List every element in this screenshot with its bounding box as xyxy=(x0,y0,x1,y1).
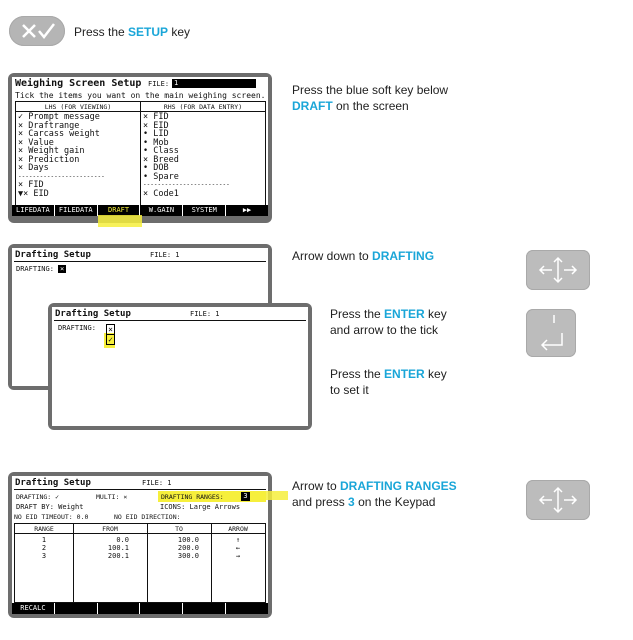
page-title: Drafting Setup xyxy=(15,250,91,260)
drafting-value[interactable]: DRAFTING: ✓ xyxy=(16,493,60,501)
subtitle: Tick the items you want on the main weighing screen. xyxy=(15,91,266,100)
drafting-screen-2-frame xyxy=(48,303,312,430)
instruction-text: to set it xyxy=(330,383,369,397)
lhs-list xyxy=(18,113,138,198)
table-row[interactable] xyxy=(15,536,265,544)
file-input[interactable]: 1 xyxy=(172,79,256,88)
arrow-keys[interactable] xyxy=(526,480,590,520)
draft-key-label: DRAFT xyxy=(292,99,333,113)
list-item[interactable]: × FID xyxy=(143,112,169,122)
enter-key-label: ENTER xyxy=(384,367,425,381)
instruction-text: Press the xyxy=(330,367,385,381)
cell-from: 200.1 xyxy=(107,552,129,560)
ranges-label: DRAFTING RANGES: xyxy=(161,493,224,501)
instruction-text: and press xyxy=(292,495,349,509)
cell-arrow: ← xyxy=(235,544,241,552)
instruction-text xyxy=(292,98,448,114)
arrow-keys[interactable] xyxy=(526,250,590,290)
drafting-checkbox[interactable]: × xyxy=(60,265,65,273)
drafting-screen-2-lcd xyxy=(52,307,308,426)
drafting-label: DRAFTING: xyxy=(58,324,96,332)
draft-by-value[interactable]: DRAFT BY: Weight xyxy=(16,503,84,511)
instruction-text: Press the xyxy=(330,307,385,321)
instruction-text: key xyxy=(424,367,447,381)
softkey-wgain[interactable]: W.GAIN xyxy=(140,205,183,216)
setup-key-label: SETUP xyxy=(128,25,169,39)
file-label: FILE: 1 xyxy=(150,251,180,259)
softkey-draft[interactable]: DRAFT xyxy=(98,205,141,216)
drafting-row xyxy=(16,265,66,274)
softkey-recalc[interactable]: RECALC xyxy=(12,603,55,614)
cell-to: 200.0 xyxy=(177,544,199,552)
instruction-text xyxy=(330,366,447,382)
column-header-to: TO xyxy=(175,525,183,533)
icons-value[interactable]: ICONS: Large Arrows xyxy=(160,503,241,511)
option-tick[interactable]: ✓ xyxy=(106,335,115,345)
page-title: Weighing Screen Setup xyxy=(15,78,142,89)
instruction-text xyxy=(292,494,457,510)
no-eid-timeout[interactable]: NO EID TIMEOUT: 0.0 xyxy=(14,513,89,521)
cross-tick-icon xyxy=(9,16,65,46)
arrow-keys-icon xyxy=(526,480,590,520)
table-row[interactable] xyxy=(15,552,265,560)
enter-key[interactable] xyxy=(526,309,576,357)
instruction-text: key xyxy=(424,307,447,321)
columns-box xyxy=(15,101,266,206)
weighing-screen-frame xyxy=(8,73,272,223)
list-item[interactable]: • DOB xyxy=(143,163,169,173)
instruction-enter-1 xyxy=(330,306,447,338)
instruction-drafting xyxy=(292,248,434,264)
cell-from: 0.0 xyxy=(116,536,129,544)
column-header-range: RANGE xyxy=(34,525,54,533)
cell-arrow: → xyxy=(235,552,241,560)
instruction-setup xyxy=(74,24,190,40)
keypad-number: 3 xyxy=(348,495,355,509)
list-item[interactable]: × Carcass weight xyxy=(18,129,100,139)
table-row[interactable] xyxy=(15,544,265,552)
ranges-table xyxy=(14,523,266,603)
drafting-label: DRAFTING: xyxy=(16,265,54,273)
softkey-lifedata[interactable]: LIFEDATA xyxy=(12,205,55,216)
cell-to: 100.0 xyxy=(177,536,199,544)
ranges-highlight-tail xyxy=(266,491,288,500)
list-item[interactable]: × Code1 xyxy=(143,188,179,199)
cell-to: 300.0 xyxy=(177,552,199,560)
page-title: Drafting Setup xyxy=(55,309,131,319)
list-item[interactable]: • Spare xyxy=(143,171,179,182)
cell-range: 1 xyxy=(41,536,47,544)
instruction-ranges xyxy=(292,478,457,510)
table-header-divider xyxy=(15,533,265,534)
cell-from: 100.1 xyxy=(107,544,129,552)
instruction-text: Arrow down to xyxy=(292,249,373,263)
file-label: FILE: 1 xyxy=(190,310,220,318)
enter-key-label: ENTER xyxy=(384,307,425,321)
multi-value[interactable]: MULTI: × xyxy=(96,493,128,501)
instruction-draft xyxy=(292,82,448,114)
ranges-title-row xyxy=(14,477,266,490)
cell-arrow: ↑ xyxy=(235,536,241,544)
page-title: Drafting Setup xyxy=(15,478,91,488)
lhs-header: LHS (FOR VIEWING) xyxy=(44,103,112,111)
instruction-text: on the screen xyxy=(332,99,409,113)
softkey-blank[interactable] xyxy=(55,603,98,614)
ranges-key-label: DRAFTING RANGES xyxy=(340,479,457,493)
instruction-enter-2 xyxy=(330,366,447,398)
column-header-arrow: ARROW xyxy=(228,525,248,533)
weighing-screen-lcd xyxy=(12,77,268,216)
rhs-list xyxy=(143,113,263,198)
instruction-text: Press the blue soft key below xyxy=(292,83,449,97)
list-item[interactable]: × Prediction xyxy=(18,154,80,165)
list-item[interactable]: × EID xyxy=(143,120,169,131)
arrow-keys-icon xyxy=(526,250,590,290)
instruction-text: on the Keypad xyxy=(354,495,436,509)
list-item[interactable]: × Value xyxy=(18,137,54,148)
list-item[interactable]: • Class xyxy=(143,146,179,156)
rhs-header: RHS (FOR DATA ENTRY) xyxy=(163,103,243,111)
list-divider: ------------------------ xyxy=(143,181,230,188)
list-item[interactable]: × Breed xyxy=(143,154,179,165)
list-item[interactable]: × Weight gain xyxy=(18,146,85,156)
softkey-blank[interactable] xyxy=(226,603,268,614)
option-cross[interactable]: × xyxy=(106,324,115,335)
file-label: FILE: xyxy=(148,80,170,88)
softkey-filedata[interactable]: FILEDATA xyxy=(55,205,98,216)
drafting-key-label: DRAFTING xyxy=(372,249,435,263)
cell-range: 2 xyxy=(41,544,47,552)
weighing-title-row xyxy=(14,78,266,90)
softkey-blank[interactable] xyxy=(98,603,141,614)
softkey-blank[interactable] xyxy=(140,603,183,614)
list-item[interactable]: • Mob xyxy=(143,137,169,148)
list-item[interactable]: ✓ Prompt message xyxy=(18,112,100,122)
instruction-text: Arrow to xyxy=(292,479,341,493)
list-divider: ------------------------ xyxy=(18,172,105,180)
list-item[interactable]: • LID xyxy=(143,129,169,139)
instruction-text xyxy=(292,478,457,494)
drafting-title-row xyxy=(54,308,306,321)
list-item[interactable]: × FID xyxy=(18,180,44,190)
drafting-options xyxy=(106,324,115,345)
setup-key[interactable] xyxy=(9,16,65,46)
column-divider xyxy=(140,102,141,205)
softkey-bar xyxy=(12,603,268,614)
list-item[interactable]: × Days xyxy=(18,163,49,173)
softkey-blank[interactable] xyxy=(183,603,226,614)
ranges-screen-frame xyxy=(8,472,272,618)
ranges-input[interactable]: 3 xyxy=(241,492,250,501)
instruction-text: key xyxy=(168,25,191,39)
draft-highlight xyxy=(98,215,142,227)
file-label: FILE: 1 xyxy=(142,479,172,487)
enter-icon xyxy=(526,309,576,357)
instruction-text: and arrow to the tick xyxy=(330,323,439,337)
instruction-text: Press the xyxy=(74,25,129,39)
softkey-system[interactable]: SYSTEM xyxy=(183,205,226,216)
ranges-screen-lcd xyxy=(12,476,268,614)
column-header-from: FROM xyxy=(102,525,118,533)
no-eid-direction[interactable]: NO EID DIRECTION: xyxy=(114,513,181,521)
softkey-next[interactable]: ▶▶ xyxy=(242,206,252,214)
instruction-text xyxy=(330,306,447,322)
list-item[interactable]: ▼× EID xyxy=(18,188,49,199)
list-item[interactable]: × Draftrange xyxy=(18,120,80,131)
cell-range: 3 xyxy=(41,552,47,560)
drafting-title-row xyxy=(14,249,266,262)
